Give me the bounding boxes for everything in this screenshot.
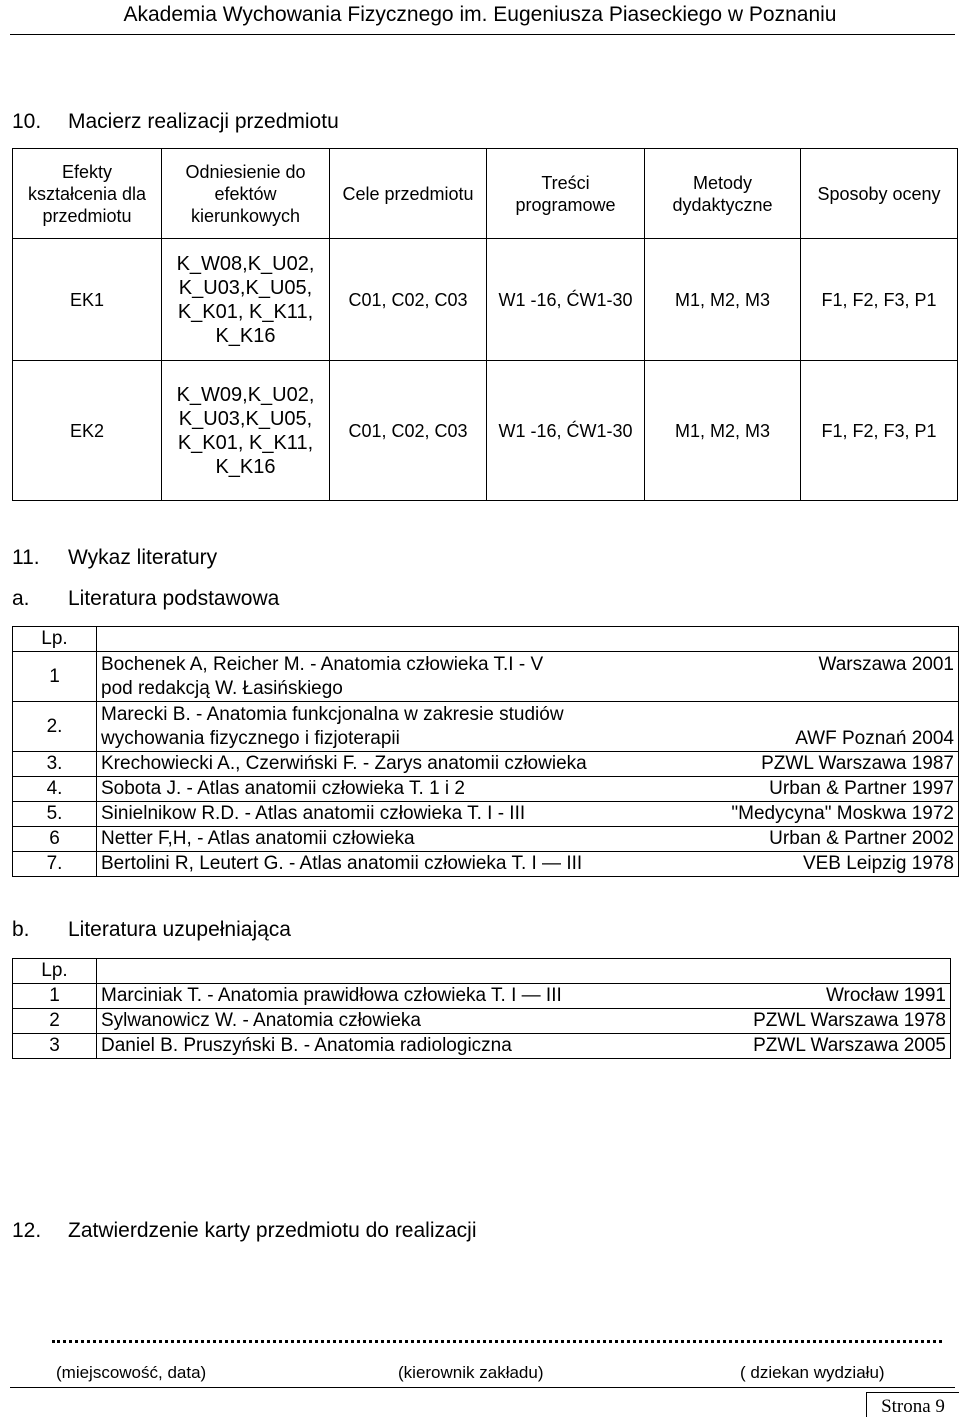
signature-head: (kierownik zakładu) xyxy=(398,1363,544,1382)
matrix-header-row xyxy=(13,149,958,239)
lp-header: Lp. xyxy=(13,959,97,984)
lp-cell: 1 xyxy=(13,652,97,702)
reference-text: Netter F,H, - Atlas anatomii człowieka xyxy=(101,828,415,849)
reference-cell xyxy=(97,827,959,852)
lp-cell: 2. xyxy=(13,702,97,752)
assessment-cell: F1, F2, F3, P1 xyxy=(801,361,958,501)
lp-cell: 2 xyxy=(13,1009,97,1034)
table-row xyxy=(13,652,959,702)
reference-cell xyxy=(97,652,959,702)
matrix-row xyxy=(13,239,958,361)
reference-text: Sinielnikow R.D. - Atlas anatomii człowieka T. I - III xyxy=(101,803,526,824)
reference-text-line2: pod redakcją W. Łasińskiego xyxy=(101,677,343,699)
reference-cell xyxy=(97,984,951,1009)
reference-text: Marecki B. - Anatomia funkcjonalna w zakresie studiów xyxy=(101,703,564,725)
publisher-text: Urban & Partner 2002 xyxy=(769,828,954,849)
lp-cell: 1 xyxy=(13,984,97,1009)
lp-cell: 3 xyxy=(13,1034,97,1059)
table-header-row xyxy=(13,627,959,652)
reference-text: Krechowiecki A., Czerwiński F. - Zarys anatomii człowieka xyxy=(101,753,587,774)
publisher-text: "Medycyna" Moskwa 1972 xyxy=(731,803,954,824)
page-number: Strona 9 xyxy=(866,1392,959,1417)
column-header: Metody dydaktyczne xyxy=(645,149,801,239)
reference-cell xyxy=(97,752,959,777)
reference-cell xyxy=(97,802,959,827)
subsection-a-heading xyxy=(12,587,612,615)
section-number: 11. xyxy=(12,546,40,569)
table-row xyxy=(13,752,959,777)
publisher-text: VEB Leipzig 1978 xyxy=(802,853,954,874)
content-cell: W1 -16, ĆW1-30 xyxy=(487,361,645,501)
matrix-row xyxy=(13,361,958,501)
reference-text: Bochenek A, Reicher M. - Anatomia człowieka T.I - V xyxy=(101,653,544,675)
publisher-text: AWF Poznań 2004 xyxy=(795,727,954,749)
effect-cell: EK1 xyxy=(13,239,162,361)
column-header: Treści programowe xyxy=(487,149,645,239)
methods-cell: M1, M2, M3 xyxy=(645,361,801,501)
subsection-letter: b. xyxy=(12,918,30,941)
lp-cell: 6 xyxy=(13,827,97,852)
goals-cell: C01, C02, C03 xyxy=(330,361,487,501)
subsection-title: Literatura podstawowa xyxy=(68,587,280,610)
publisher-text: Wrocław 1991 xyxy=(825,985,946,1006)
lp-cell: 4. xyxy=(13,777,97,802)
table-row xyxy=(13,1034,951,1059)
methods-cell: M1, M2, M3 xyxy=(645,239,801,361)
reference-cell xyxy=(97,702,959,752)
section-10-heading xyxy=(12,110,612,138)
signature-place-date: (miejscowość, data) xyxy=(56,1363,207,1382)
section-number: 10. xyxy=(12,110,42,133)
lp-header: Lp. xyxy=(13,627,97,652)
table-header-row xyxy=(13,959,951,984)
section-11-heading xyxy=(12,546,612,574)
subsection-b-heading xyxy=(12,918,612,946)
reference-text: Marciniak T. - Anatomia prawidłowa człowieka T. I — III xyxy=(101,985,562,1006)
reference-cell: K_W08,K_U02, K_U03,K_U05, K_K01, K_K11, K_K16 xyxy=(162,239,330,361)
realization-matrix-table xyxy=(12,148,958,501)
table-row xyxy=(13,702,959,752)
table-row xyxy=(13,827,959,852)
column-header: Sposoby oceny xyxy=(801,149,958,239)
subsection-letter: a. xyxy=(12,587,30,610)
lp-cell: 5. xyxy=(13,802,97,827)
column-header: Cele przedmiotu xyxy=(330,149,487,239)
lp-cell: 3. xyxy=(13,752,97,777)
publisher-text: PZWL Warszawa 1987 xyxy=(761,753,954,774)
section-12-heading xyxy=(12,1219,712,1247)
table-row xyxy=(13,1009,951,1034)
supplementary-literature-table xyxy=(12,958,951,1059)
basic-literature-table xyxy=(12,626,959,877)
assessment-cell: F1, F2, F3, P1 xyxy=(801,239,958,361)
reference-cell: K_W09,K_U02, K_U03,K_U05, K_K01, K_K11, K_K16 xyxy=(162,361,330,501)
publisher-text: PZWL Warszawa 2005 xyxy=(753,1035,946,1056)
goals-cell: C01, C02, C03 xyxy=(330,239,487,361)
column-header: Efekty kształcenia dla przedmiotu xyxy=(13,149,162,239)
reference-cell xyxy=(97,852,959,877)
section-title: Wykaz literatury xyxy=(68,546,218,569)
reference-text: Daniel B. Pruszyński B. - Anatomia radiologiczna xyxy=(101,1035,512,1056)
reference-cell xyxy=(97,1009,951,1034)
lp-cell: 7. xyxy=(13,852,97,877)
section-title: Macierz realizacji przedmiotu xyxy=(68,110,339,133)
publisher-text: Warszawa 2001 xyxy=(818,653,954,675)
reference-cell xyxy=(97,1034,951,1059)
publisher-text: PZWL Warszawa 1978 xyxy=(753,1010,946,1031)
subsection-title: Literatura uzupełniająca xyxy=(68,918,291,941)
reference-text: Sobota J. - Atlas anatomii człowieka T. 1 i 2 xyxy=(101,778,465,799)
signature-dean: ( dziekan wydziału) xyxy=(740,1363,885,1382)
section-number: 12. xyxy=(12,1219,42,1242)
effect-cell: EK2 xyxy=(13,361,162,501)
reference-text-line2: wychowania fizycznego i fizjoterapii xyxy=(101,727,400,749)
page-header: Akademia Wychowania Fizycznego im. Eugeniusza Piaseckiego w Poznaniu xyxy=(123,3,837,26)
table-row xyxy=(13,777,959,802)
reference-cell xyxy=(97,777,959,802)
content-cell: W1 -16, ĆW1-30 xyxy=(487,239,645,361)
publisher-text: Urban & Partner 1997 xyxy=(769,778,954,799)
header-rule xyxy=(10,34,955,35)
reference-text: Bertolini R, Leutert G. - Atlas anatomii człowieka T. I — III xyxy=(101,853,583,874)
section-title: Zatwierdzenie karty przedmiotu do realizacji xyxy=(68,1219,477,1242)
reference-text: Sylwanowicz W. - Anatomia człowieka xyxy=(101,1010,421,1031)
table-row xyxy=(13,802,959,827)
footer-rule xyxy=(10,1387,955,1388)
table-row xyxy=(13,984,951,1009)
column-header: Odniesienie do efektów kierunkowych xyxy=(162,149,330,239)
signature-dotted-line xyxy=(52,1340,942,1343)
table-row xyxy=(13,852,959,877)
